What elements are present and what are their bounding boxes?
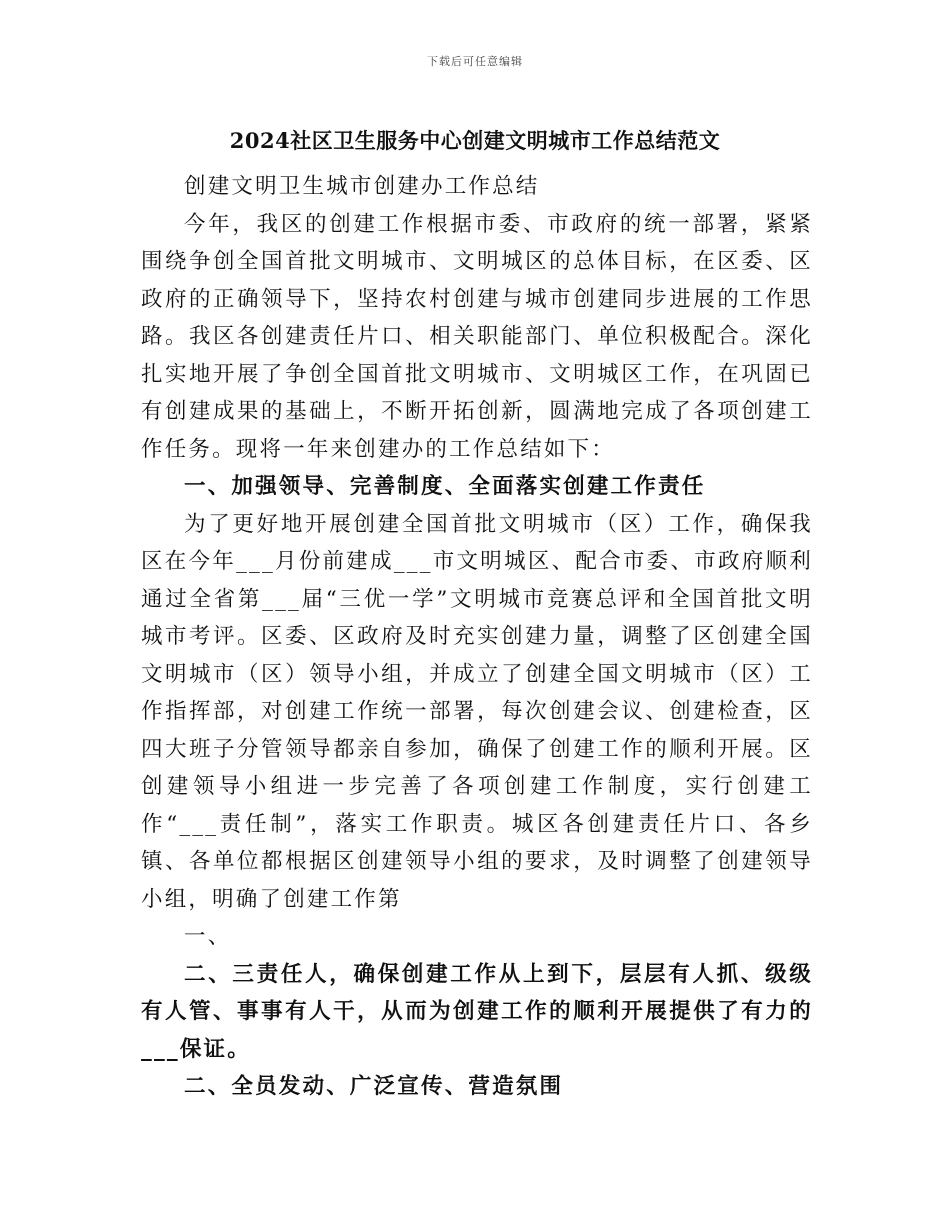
- header-note: 下载后可任意编辑: [427, 55, 523, 68]
- responsibility-paragraph: 二、三责任人，确保创建工作从上到下，层层有人抓、级级有人管、事事有人干，从而为创建工作的顺利开展提供了有力的___保证。: [141, 961, 813, 1062]
- document-body: [141, 168, 813, 1106]
- intro-paragraph: 今年，我区的创建工作根据市委、市政府的统一部署，紧紧围绕争创全国首批文明城市、文明城区的总体目标，在区委、区政府的正确领导下，坚持农村创建与城市创建同步进展的工作思路。我区各创建责任片口、相关职能部门、单位积极配合。深化扎实地开展了争创全国首批文明城市、文明城区工作，在巩固已有创建成果的基础上，不断开拓创新，圆满地完成了各项创建工作任务。现将一年来创建办的工作总结如下：: [141, 211, 813, 462]
- list-marker-paragraph: 一、: [184, 924, 232, 949]
- document-title: 2024社区卫生服务中心创建文明城市工作总结范文: [229, 128, 721, 153]
- section-heading-1: 一、加强领导、完善制度、全面落实创建工作责任: [184, 474, 706, 499]
- section-heading-2: 二、全员发动、广泛宣传、营造氛围: [184, 1074, 564, 1099]
- subtitle-paragraph: 创建文明卫生城市创建办工作总结: [184, 174, 540, 199]
- section-1-paragraph: 为了更好地开展创建全国首批文明城市（区）工作，确保我区在今年___月份前建成___市文明城区、配合市委、市政府顺利通过全省第___届“三优一学”文明城市竞赛总评和全国首批文明城市考评。区委、区政府及时充实创建力量，调整了区创建全国文明城市（区）领导小组，并成立了创建全国文明城市（区）工作指挥部，对创建工作统一部署，每次创建会议、创建检查，区四大班子分管领导都亲自参加，确保了创建工作的顺利开展。区创建领导小组进一步完善了各项创建工作制度，实行创建工作“___责任制”，落实工作职责。城区各创建责任片口、各乡镇、各单位都根据区创建领导小组的要求，及时调整了创建领导小组，明确了创建工作第: [141, 511, 813, 912]
